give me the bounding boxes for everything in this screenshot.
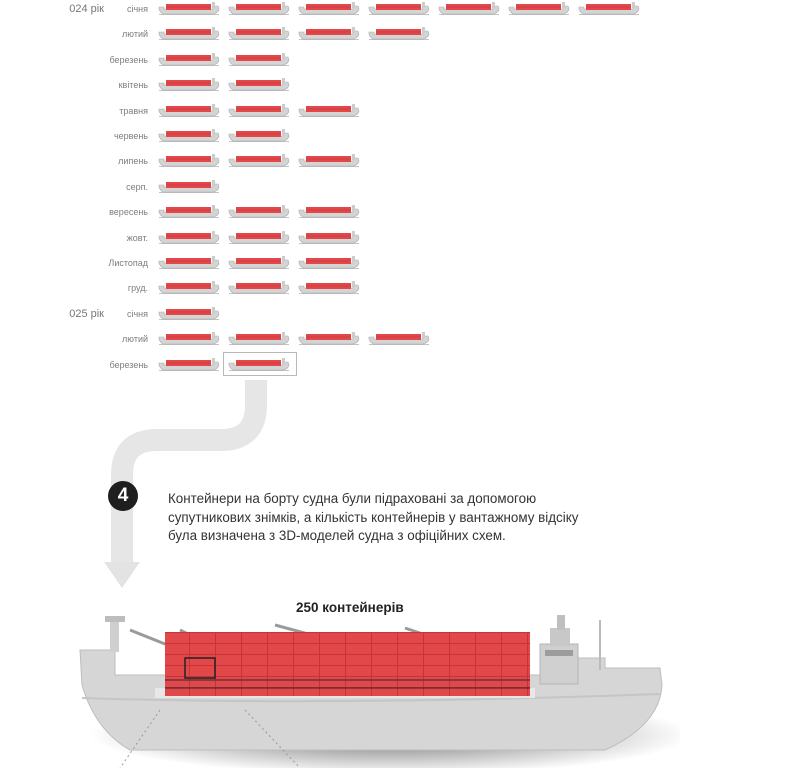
month-label: Листопад — [108, 258, 148, 268]
month-label: серп. — [126, 181, 148, 192]
month-label: травня — [119, 105, 148, 116]
month-label: березень — [109, 54, 148, 65]
month-label: груд. — [127, 283, 148, 294]
month-label: січня — [126, 4, 148, 14]
container-count-label: 250 контейнерів — [296, 600, 404, 615]
month-label: квітень — [118, 80, 148, 91]
cargo-ship-illustration — [60, 610, 680, 768]
year-label: 024 рік — [69, 3, 104, 15]
month-label: вересень — [109, 207, 148, 218]
step-number-badge: 4 — [108, 481, 138, 511]
month-label: січня — [126, 308, 148, 319]
month-label: червень — [113, 131, 148, 141]
month-label: лютий — [122, 334, 148, 345]
month-label: березень — [109, 359, 148, 370]
month-label: жовт. — [126, 232, 148, 243]
year-label: 025 рік — [69, 307, 104, 320]
month-label: лютий — [122, 29, 148, 40]
step-description: Контейнери на борту судна були підраховані за допомогою супутникових знімків, а кількість контейнерів у вантажному відсіку була визначена з 3D-моделей судна з офіційних схем. — [168, 491, 579, 543]
month-label: липень — [118, 156, 148, 167]
